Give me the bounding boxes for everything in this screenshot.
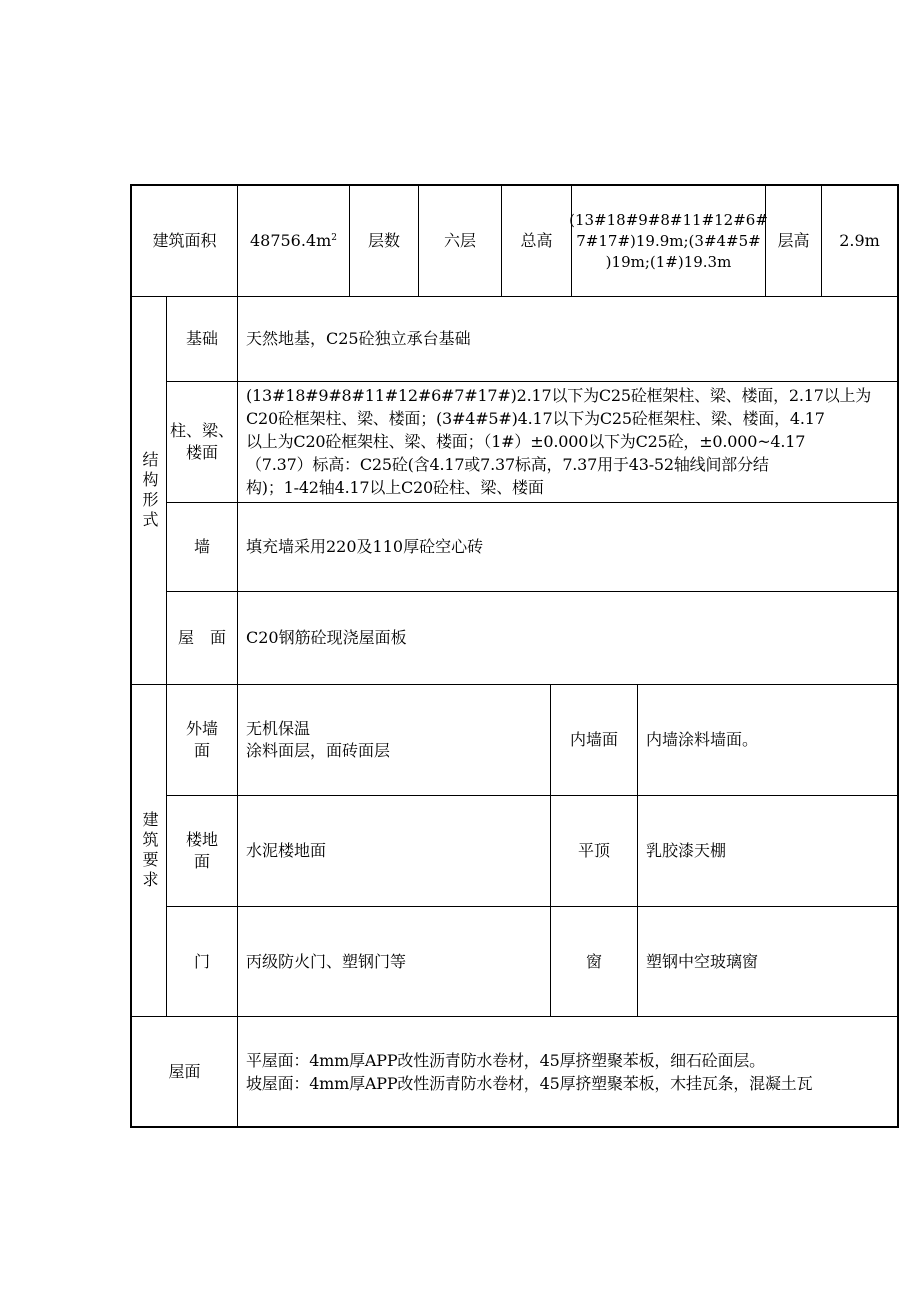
roofing-label: 屋面 — [168, 1061, 201, 1081]
foundation-label: 基础 — [185, 329, 218, 348]
roof-structure-value: C20钢筋砼现浇屋面板 — [246, 628, 407, 647]
roofing-value — [238, 1017, 897, 1126]
column-beam-line: （7.37）标高：C25砼(含4.17或7.37标高，7.37用于43-52轴线间部分结 — [246, 455, 769, 474]
roofing-line: 平屋面：4mm厚APP改性沥青防水卷材，45厚挤塑聚苯板，细石砼面层。 — [246, 1050, 765, 1070]
total-height-line: (13#18#9#8#11#12#6# — [569, 210, 768, 229]
building-group-label: 建筑要求 — [140, 810, 159, 891]
exterior-wall-label: 外墙 面 — [185, 719, 218, 760]
foundation-value: 天然地基，C25砼独立承台基础 — [246, 329, 471, 348]
column-beam-value — [238, 382, 897, 502]
total-height-line: )19m;(1#)19.3m — [605, 252, 732, 271]
total-height-line: 7#17#)19.9m;(3#4#5# — [576, 231, 761, 250]
total-height-label: 总高 — [520, 231, 553, 250]
column-beam-line: (13#18#9#8#11#12#6#7#17#)2.17以下为C25砼框架柱、梁、楼面，2.17以上为 — [246, 386, 872, 405]
roofing-line: 坡屋面：4mm厚APP改性沥青防水卷材，45厚挤塑聚苯板，木挂瓦条，混凝土瓦 — [246, 1073, 813, 1093]
column-beam-line: C20砼框架柱、梁、楼面；(3#4#5#)4.17以下为C25砼框架柱、梁、楼面，4.17 — [246, 409, 825, 428]
door-label: 门 — [193, 951, 210, 971]
total-height-value — [569, 186, 768, 296]
wall-label: 墙 — [193, 537, 210, 556]
roof-structure-label: 屋 面 — [177, 628, 226, 647]
structure-group-label: 结构形式 — [140, 450, 159, 531]
storey-height-value: 2.9m — [839, 231, 880, 250]
ceiling-label: 平顶 — [577, 841, 610, 860]
floors-value: 六层 — [443, 231, 476, 250]
floor-value: 水泥楼地面 — [246, 841, 327, 860]
ceiling-value: 乳胶漆天棚 — [646, 841, 727, 860]
wall-value: 填充墙采用220及110厚砼空心砖 — [246, 537, 484, 556]
column-beam-label: 柱、梁、 楼面 — [169, 421, 234, 462]
window-label: 窗 — [585, 951, 602, 971]
interior-wall-label: 内墙面 — [569, 730, 618, 749]
column-beam-line: 以上为C20砼框架柱、梁、楼面；（1#）±0.000以下为C25砼，±0.000~4.17 — [246, 432, 806, 451]
door-value: 丙级防火门、塑钢门等 — [246, 951, 407, 971]
floor-label: 楼地 面 — [185, 830, 218, 871]
column-beam-line: 构)；1-42轴4.17以上C20砼柱、梁、楼面 — [246, 478, 544, 497]
floors-label: 层数 — [367, 231, 400, 250]
area-label: 建筑面积 — [152, 231, 217, 250]
building-spec-table — [130, 184, 899, 1128]
exterior-wall-value: 无机保温 涂料面层，面砖面层 — [246, 719, 391, 760]
area-value: 48756.4m $^2$ — [249, 231, 338, 250]
interior-wall-value: 内墙涂料墙面。 — [646, 730, 759, 749]
storey-height-label: 层高 — [777, 231, 810, 250]
window-value: 塑钢中空玻璃窗 — [646, 951, 759, 971]
